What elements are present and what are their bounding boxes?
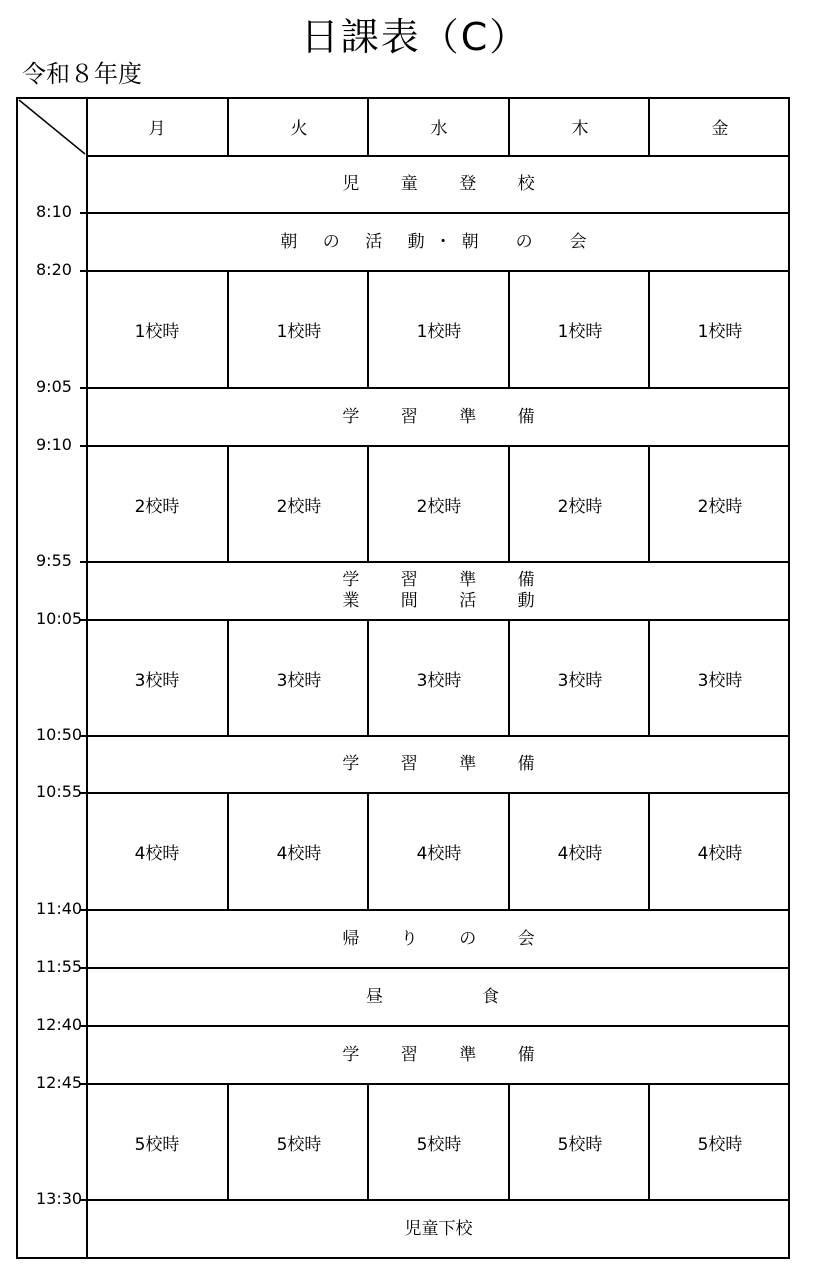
- period-cell: 3校時: [227, 621, 369, 735]
- period-cell: 3校時: [508, 621, 650, 735]
- time-label: 10:50: [36, 725, 83, 744]
- period-cell: 2校時: [134, 496, 180, 517]
- dismissal-label: 児童下校: [404, 1218, 473, 1239]
- prep-row-1: [87, 389, 790, 445]
- prep-row-3: [87, 737, 790, 792]
- prep-label: 学 習 準 備: [342, 406, 553, 427]
- day-header-row: [87, 98, 790, 155]
- period-row-5: [87, 1085, 790, 1199]
- period-cell: 2校時: [508, 447, 650, 561]
- homeroom-label: 帰 り の 会: [342, 928, 553, 949]
- morning-row: [87, 214, 790, 270]
- time-label: 9:55: [36, 551, 72, 570]
- period-cell: 5校時: [227, 1085, 369, 1199]
- period-cell: 4校時: [367, 794, 509, 909]
- arrival-row: [87, 157, 790, 212]
- period-cell: 1校時: [648, 272, 790, 387]
- period-cell: 2校時: [367, 447, 509, 561]
- prep-row-4: [87, 1027, 790, 1083]
- time-label: 8:20: [36, 260, 72, 279]
- time-label: 11:55: [36, 957, 83, 976]
- period-cell: 5校時: [367, 1085, 509, 1199]
- day-header-thu: 木: [508, 98, 650, 155]
- period-row-3: [87, 621, 790, 735]
- period-cell: 2校時: [227, 447, 369, 561]
- homeroom-row: [87, 911, 790, 967]
- period-cell: 3校時: [367, 621, 509, 735]
- arrival-label: 児 童 登 校: [342, 174, 553, 194]
- time-label: 9:05: [36, 377, 72, 396]
- page-title: 日課表（C）: [300, 15, 530, 59]
- day-header-mon: 月: [148, 119, 166, 139]
- day-header-wed: 水: [367, 98, 509, 155]
- period-cell: 4校時: [134, 844, 180, 864]
- period-cell: 5校時: [508, 1085, 650, 1199]
- prep-break-block: [87, 563, 790, 619]
- prep-row-2: [87, 563, 790, 619]
- period-cell: 1校時: [508, 272, 650, 387]
- period-cell: 4校時: [508, 794, 650, 909]
- period-cell: 4校時: [648, 794, 790, 909]
- day-header-fri: 金: [648, 98, 790, 155]
- break-activity-label: 業 間 活 動: [342, 591, 553, 611]
- time-label: 10:05: [36, 609, 83, 628]
- period-cell: 3校時: [134, 670, 180, 691]
- prep-label: 学 習 準 備: [342, 754, 553, 774]
- lunch-row: [87, 969, 790, 1025]
- period-cell: 4校時: [227, 794, 369, 909]
- time-label: 10:55: [36, 782, 83, 801]
- period-cell: 5校時: [648, 1085, 790, 1199]
- period-cell: 1校時: [227, 272, 369, 387]
- time-label: 9:10: [36, 435, 72, 454]
- time-label: 12:45: [36, 1073, 83, 1092]
- time-label: 8:10: [36, 202, 72, 221]
- time-label: 11:40: [36, 899, 83, 918]
- period-cell: 1校時: [367, 272, 509, 387]
- lunch-label: 昼 食: [366, 986, 511, 1007]
- time-label: 13:30: [36, 1189, 83, 1208]
- period-row-1: [87, 272, 790, 387]
- period-cell: 5校時: [134, 1134, 180, 1155]
- time-label: 12:40: [36, 1015, 83, 1034]
- period-row-4: [87, 794, 790, 909]
- day-header-tue: 火: [227, 98, 369, 155]
- dismissal-row: [87, 1201, 790, 1257]
- prep-label: 学 習 準 備: [342, 570, 553, 590]
- period-cell: 2校時: [648, 447, 790, 561]
- morning-label: 朝 の 活 動・朝 の 会: [280, 231, 597, 252]
- prep-label: 学 習 準 備: [342, 1044, 553, 1065]
- school-year: 令和８年度: [22, 60, 142, 88]
- corner-diagonal: [17, 98, 87, 156]
- period-row-2: [87, 447, 790, 561]
- period-cell: 3校時: [648, 621, 790, 735]
- period-cell: 1校時: [134, 322, 180, 342]
